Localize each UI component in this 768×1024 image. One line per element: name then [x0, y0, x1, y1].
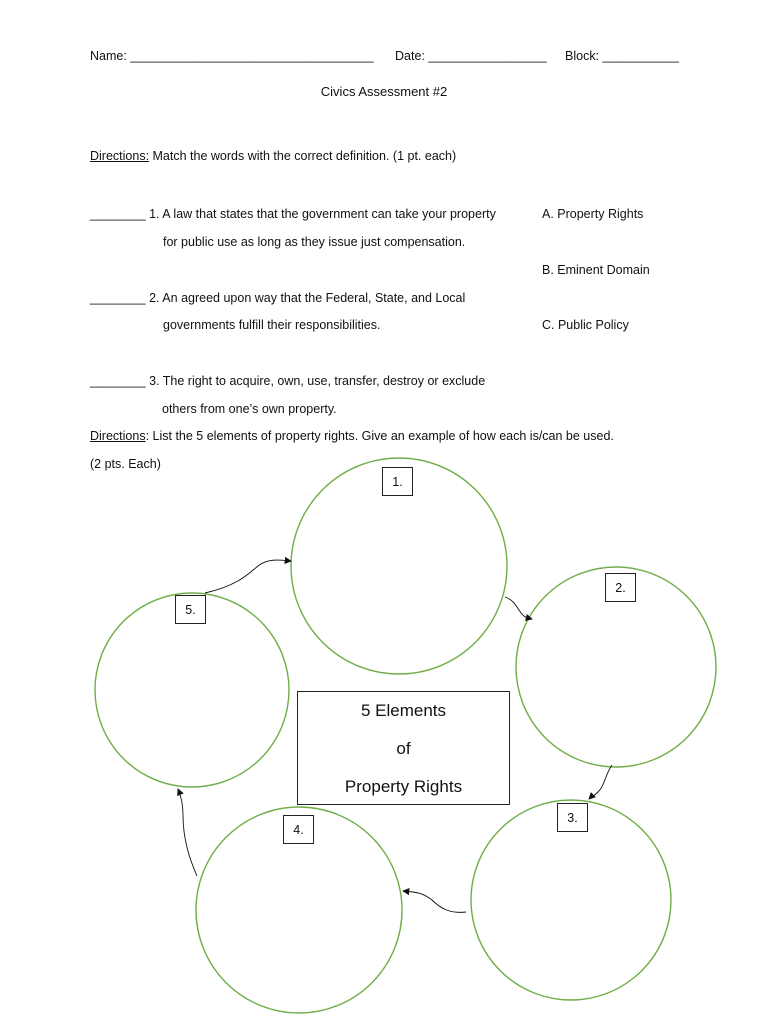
label-box-2: 2. — [605, 573, 636, 602]
label-box-4: 4. — [283, 815, 314, 844]
label-box-5: 5. — [175, 595, 206, 624]
answer-choice-c: C. Public Policy — [542, 318, 629, 332]
question-2-line1: 2. An agreed upon way that the Federal, State, and Local — [145, 291, 466, 305]
question-2-line2: governments fulfill their responsibilities. — [163, 318, 381, 332]
question-1-line1: 1. A law that states that the government can take your property — [145, 207, 496, 221]
answer-blank-3[interactable]: ________ — [90, 374, 146, 388]
arrow-1-to-2 — [505, 597, 532, 619]
page-title: Civics Assessment #2 — [320, 84, 448, 99]
center-line-3: Property Rights — [344, 777, 463, 796]
answer-blank-2[interactable]: ________ — [90, 291, 146, 305]
center-line-1: 5 Elements — [360, 701, 447, 720]
question-3-line2: others from one’s own property. — [162, 402, 337, 416]
points-note: (2 pts. Each) — [90, 457, 161, 471]
directions-text-2: : List the 5 elements of property rights. Give an example of how each is/can be used. — [145, 429, 614, 443]
label-box-3: 3. — [557, 803, 588, 832]
arrow-3-to-4 — [403, 891, 466, 912]
question-3-line1: 3. The right to acquire, own, use, transfer, destroy or exclude — [145, 374, 486, 388]
directions-label: Directions: — [90, 149, 150, 163]
date-field[interactable]: Date: _________________ — [395, 49, 547, 63]
center-line-2: of — [396, 739, 411, 758]
block-field[interactable]: Block: ___________ — [565, 49, 679, 63]
arrow-4-to-5 — [178, 789, 197, 876]
center-title-box — [297, 691, 510, 805]
directions-label-2: Directions — [90, 429, 146, 443]
arrow-5-to-1 — [205, 560, 291, 593]
answer-choice-a: A. Property Rights — [542, 207, 644, 221]
label-box-1: 1. — [382, 467, 413, 496]
name-field[interactable]: Name: ___________________________________ — [90, 49, 374, 63]
answer-choice-b: B. Eminent Domain — [542, 263, 650, 277]
question-1-line2: for public use as long as they issue just compensation. — [163, 235, 466, 249]
directions-text: Match the words with the correct definition. (1 pt. each) — [149, 149, 457, 163]
answer-blank-1[interactable]: ________ — [90, 207, 146, 221]
arrow-2-to-3 — [589, 765, 612, 799]
